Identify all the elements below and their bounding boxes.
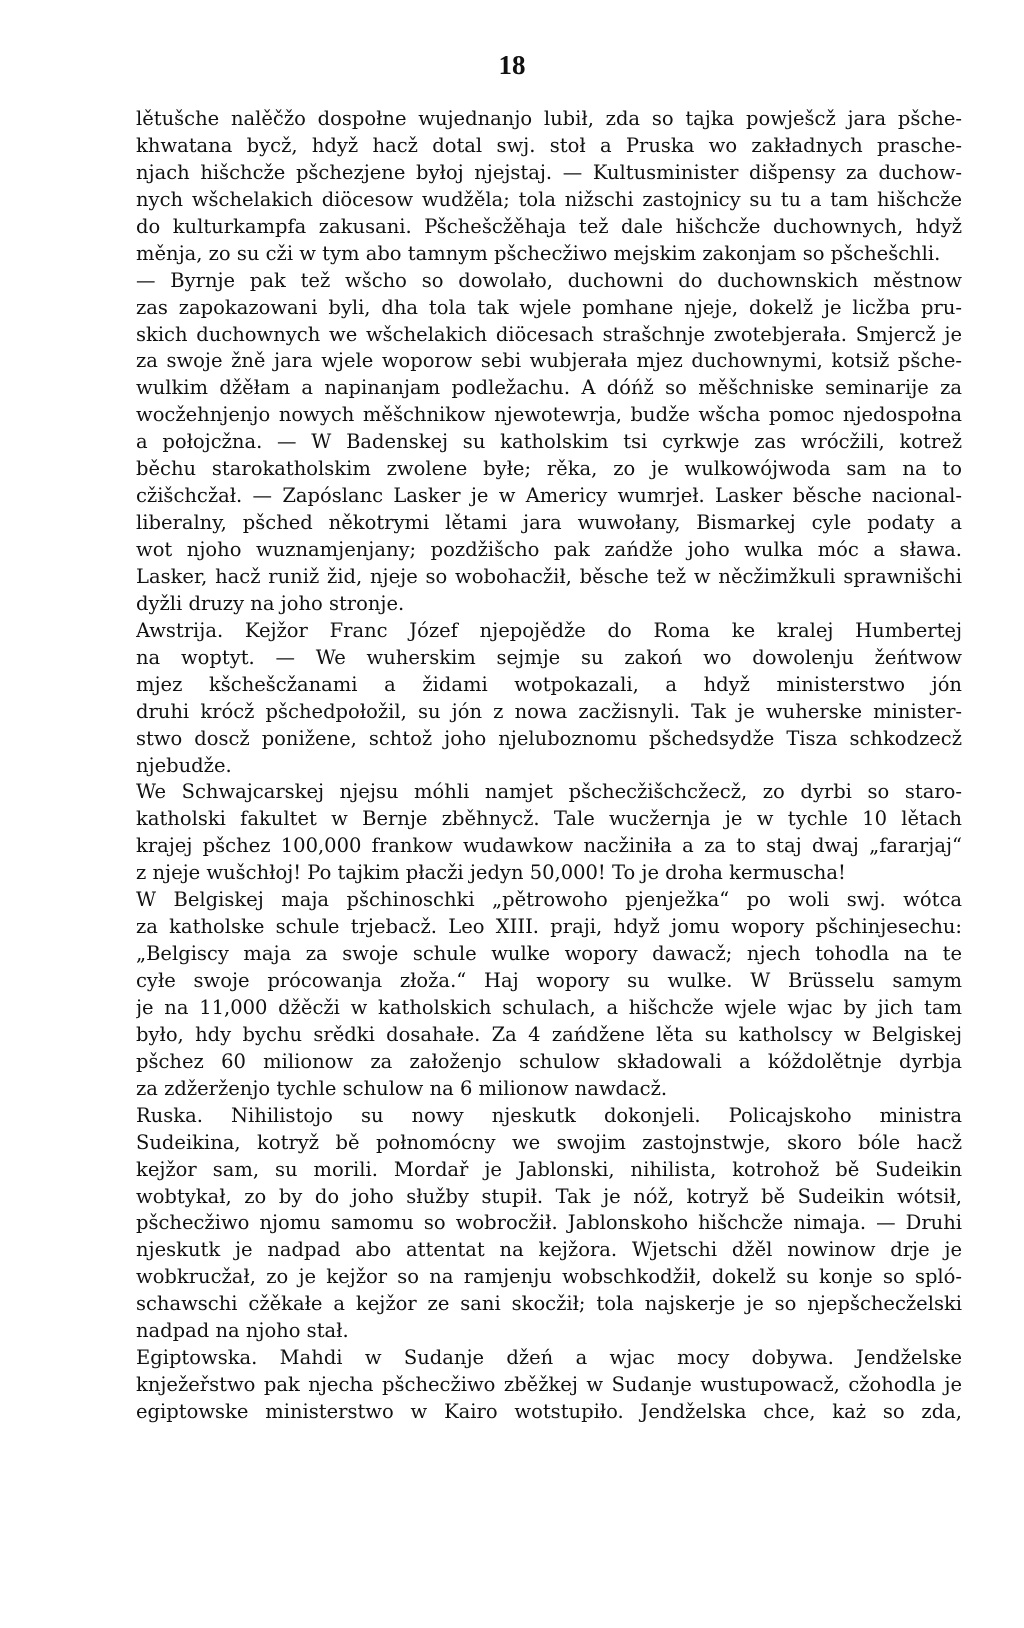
text-line: wobtykał, zo by do joho słužby stupił. Tak je nóž, kotryž bě Sudeikin wótsił, (136, 1184, 962, 1208)
text-line: běchu starokatholskim zwolene byłe; rěka, zo je wulkowójwoda sam na to (136, 457, 962, 481)
text-line: krajej pšchez 100,000 frankow wudawkow nacžiniła a za to staj dwaj „fararjaj“ (136, 834, 962, 858)
text-line: Lasker, hacž runiž žid, njeje so wobohacžił, běsche tež w něcžimžkuli sprawnišchi (136, 564, 962, 588)
text-line: je na 11,000 džěcži w katholskich schulach, a hišchcže wjele wjac by jich tam (136, 995, 962, 1019)
text-line: egiptowske ministerstwo w Kairo wotstupiło. Jendželska chce, każ so zda, (136, 1400, 962, 1423)
text-line: było, hdy bychu srědki dosahałe. Za 4 zańdžene lěta su katholscy w Belgiskej (136, 1022, 962, 1046)
text-line: dyžli druzy na joho stronje. (136, 591, 405, 615)
text-line: za zdžerženjo tychle schulow na 6 milionow nawdacž. (136, 1076, 668, 1100)
text-line: wobkrucžał, zo je kejžor so na ramjenju wobschkodžił, dokelž su konje so spló- (136, 1265, 962, 1289)
text-line: kejžor sam, su morili. Mordař je Jablonski, nihilista, kotrohož bě Sudeikin (136, 1157, 962, 1181)
text-line: wulkim džěłam a napinanjam podležachu. A dóńž so měšchniske seminarije za (136, 376, 962, 400)
text-line: lětušche nalěčžo dospołne wujednanjo lubił, zda so tajka powješcž jara pšche- (136, 107, 962, 130)
text-line: stwo doscž ponižene, schtož joho njeluboznomu pšchedsydže Tisza schkodzecž (136, 726, 962, 750)
text-line: We Schwajcarskej njejsu móhli namjet pšchecžišchcžecž, zo dyrbi so staro- (136, 780, 962, 804)
text-line: na woptyt. — We wuherskim sejmje su zakoń wo dowolenju žeńtwow (136, 645, 962, 669)
text-line: Egiptowska. Mahdi w Sudanje džeń a wjac mocy dobywa. Jendželske (136, 1346, 962, 1370)
text-line: cyłe swoje prócowanja złoža.“ Haj wopory su wulke. W Brüsselu samym (136, 969, 962, 992)
text-line: mjez kšchešcžanami a židami wotpokazali, a hdyž ministerstwo jón (136, 672, 962, 696)
text-line: za katholske schule trjebacž. Leo XIII. praji, hdyž jomu wopory pšchinjesechu: (136, 915, 962, 939)
text-line: Ruska. Nihilistojo su nowy njeskutk dokonjeli. Policajskoho ministra (136, 1103, 962, 1127)
text-line: pšchez 60 milionow za załoženjo schulow składowali a kóždolětnje dyrbja (136, 1049, 962, 1073)
text-line: Sudeikina, kotryž bě połnomócny we swojim zastojnstwje, skoro bóle hacž (136, 1130, 962, 1154)
text-line: zas zapokazowani byli, dha tola tak wjele pomhane njeje, dokelž je licžba pru- (136, 295, 962, 319)
text-line: liberalny, pšched někotrymi lětami jara wuwołany, Bismarkej cyle podaty a (136, 511, 962, 535)
text-line: nadpad na njoho stał. (136, 1319, 349, 1343)
text-line: pšchecžiwo njomu samomu so wobrocžił. Jablonskoho hišchcže nimaja. — Druhi (136, 1211, 962, 1235)
text-line: schawschi cžěkałe a kejžor ze sani skocžił; tola najskerje je so njepšchecželski (136, 1292, 962, 1316)
text-line: W Belgiskej maja pšchinoschki „pětrowoho pjenježka“ po woli swj. wótca (136, 888, 962, 912)
text-line: za swoje žně jara wjele woporow sebi wubjerała mjez duchownymi, kotsiž pšche- (136, 349, 962, 373)
text-line: katholski fakultet w Bernje zběhnycž. Tale wucžernja je w tychle 10 lětach (136, 807, 962, 831)
text-line: — Byrnje pak tež wšcho so dowolało, duchowni do duchownskich městnow (136, 268, 962, 292)
text-line: z njeje wušchłoj! Po tajkim płacži jedyn 50,000! To je droha kermuscha! (136, 861, 846, 885)
text-line: knježeřstwo pak njecha pšchecžiwo zběžkej w Sudanje wustupowacž, cžohodla je (136, 1373, 962, 1397)
text-line: njebudže. (136, 753, 232, 777)
text-line: druhi krócž pšchedpołožil, su jón z nowa zacžisnyli. Tak je wuherske minister- (136, 699, 962, 723)
page-number: 18 (498, 50, 526, 80)
text-line: wot njoho wuznamjenjany; pozdžišcho pak zańdže joho wulka móc a sława. (136, 538, 962, 561)
text-line: khwatana bycž, hdyž hacž dotal swj. stoł a Pruska wo zakładnych prasche- (136, 133, 962, 157)
text-line: wocžehnjenjo nowych měšchnikow njewotewrja, budže wšcha pomoc njedospołna (136, 403, 962, 427)
text-line: njeskutk je nadpad abo attentat na kejžora. Wjetschi džěl nowinow drje je (136, 1238, 962, 1262)
text-line: skich duchownych we wšchelakich diöcesach strašchnje zwotebjerała. Smjercž je (136, 322, 962, 346)
text-line: nych wšchelakich diöcesow wudžěla; tola nižschi zastojnicy su tu a tam hišchcže (136, 187, 962, 211)
text-line: a połojcžna. — W Badenskej su katholskim tsi cyrkwje zas wrócžili, kotrež (136, 430, 962, 454)
text-line: njach hišchcže pšchezjene byłoj njejstaj. — Kultusminister dišpensy za duchow- (136, 160, 962, 184)
text-line: Awstrija. Kejžor Franc Józef njepojědže do Roma ke kralej Humbertej (136, 618, 962, 642)
text-line: měnja, zo su cži w tym abo tamnym pšchecžiwo mejskim zakonjam so pšchešchli. (136, 241, 941, 265)
body-text (136, 106, 962, 1426)
text-line: cžišchcžał. — Zapóslanc Lasker je w Americy wumrjeł. Lasker běsche nacional- (136, 484, 962, 508)
text-line: „Belgiscy maja za swoje schule wulke wopory dawacž; njech tohodla na te (136, 942, 962, 966)
text-line: do kulturkampfa zakusani. Pšchešcžěhaja tež dale hišchcže duchownych, hdyž (136, 214, 962, 238)
